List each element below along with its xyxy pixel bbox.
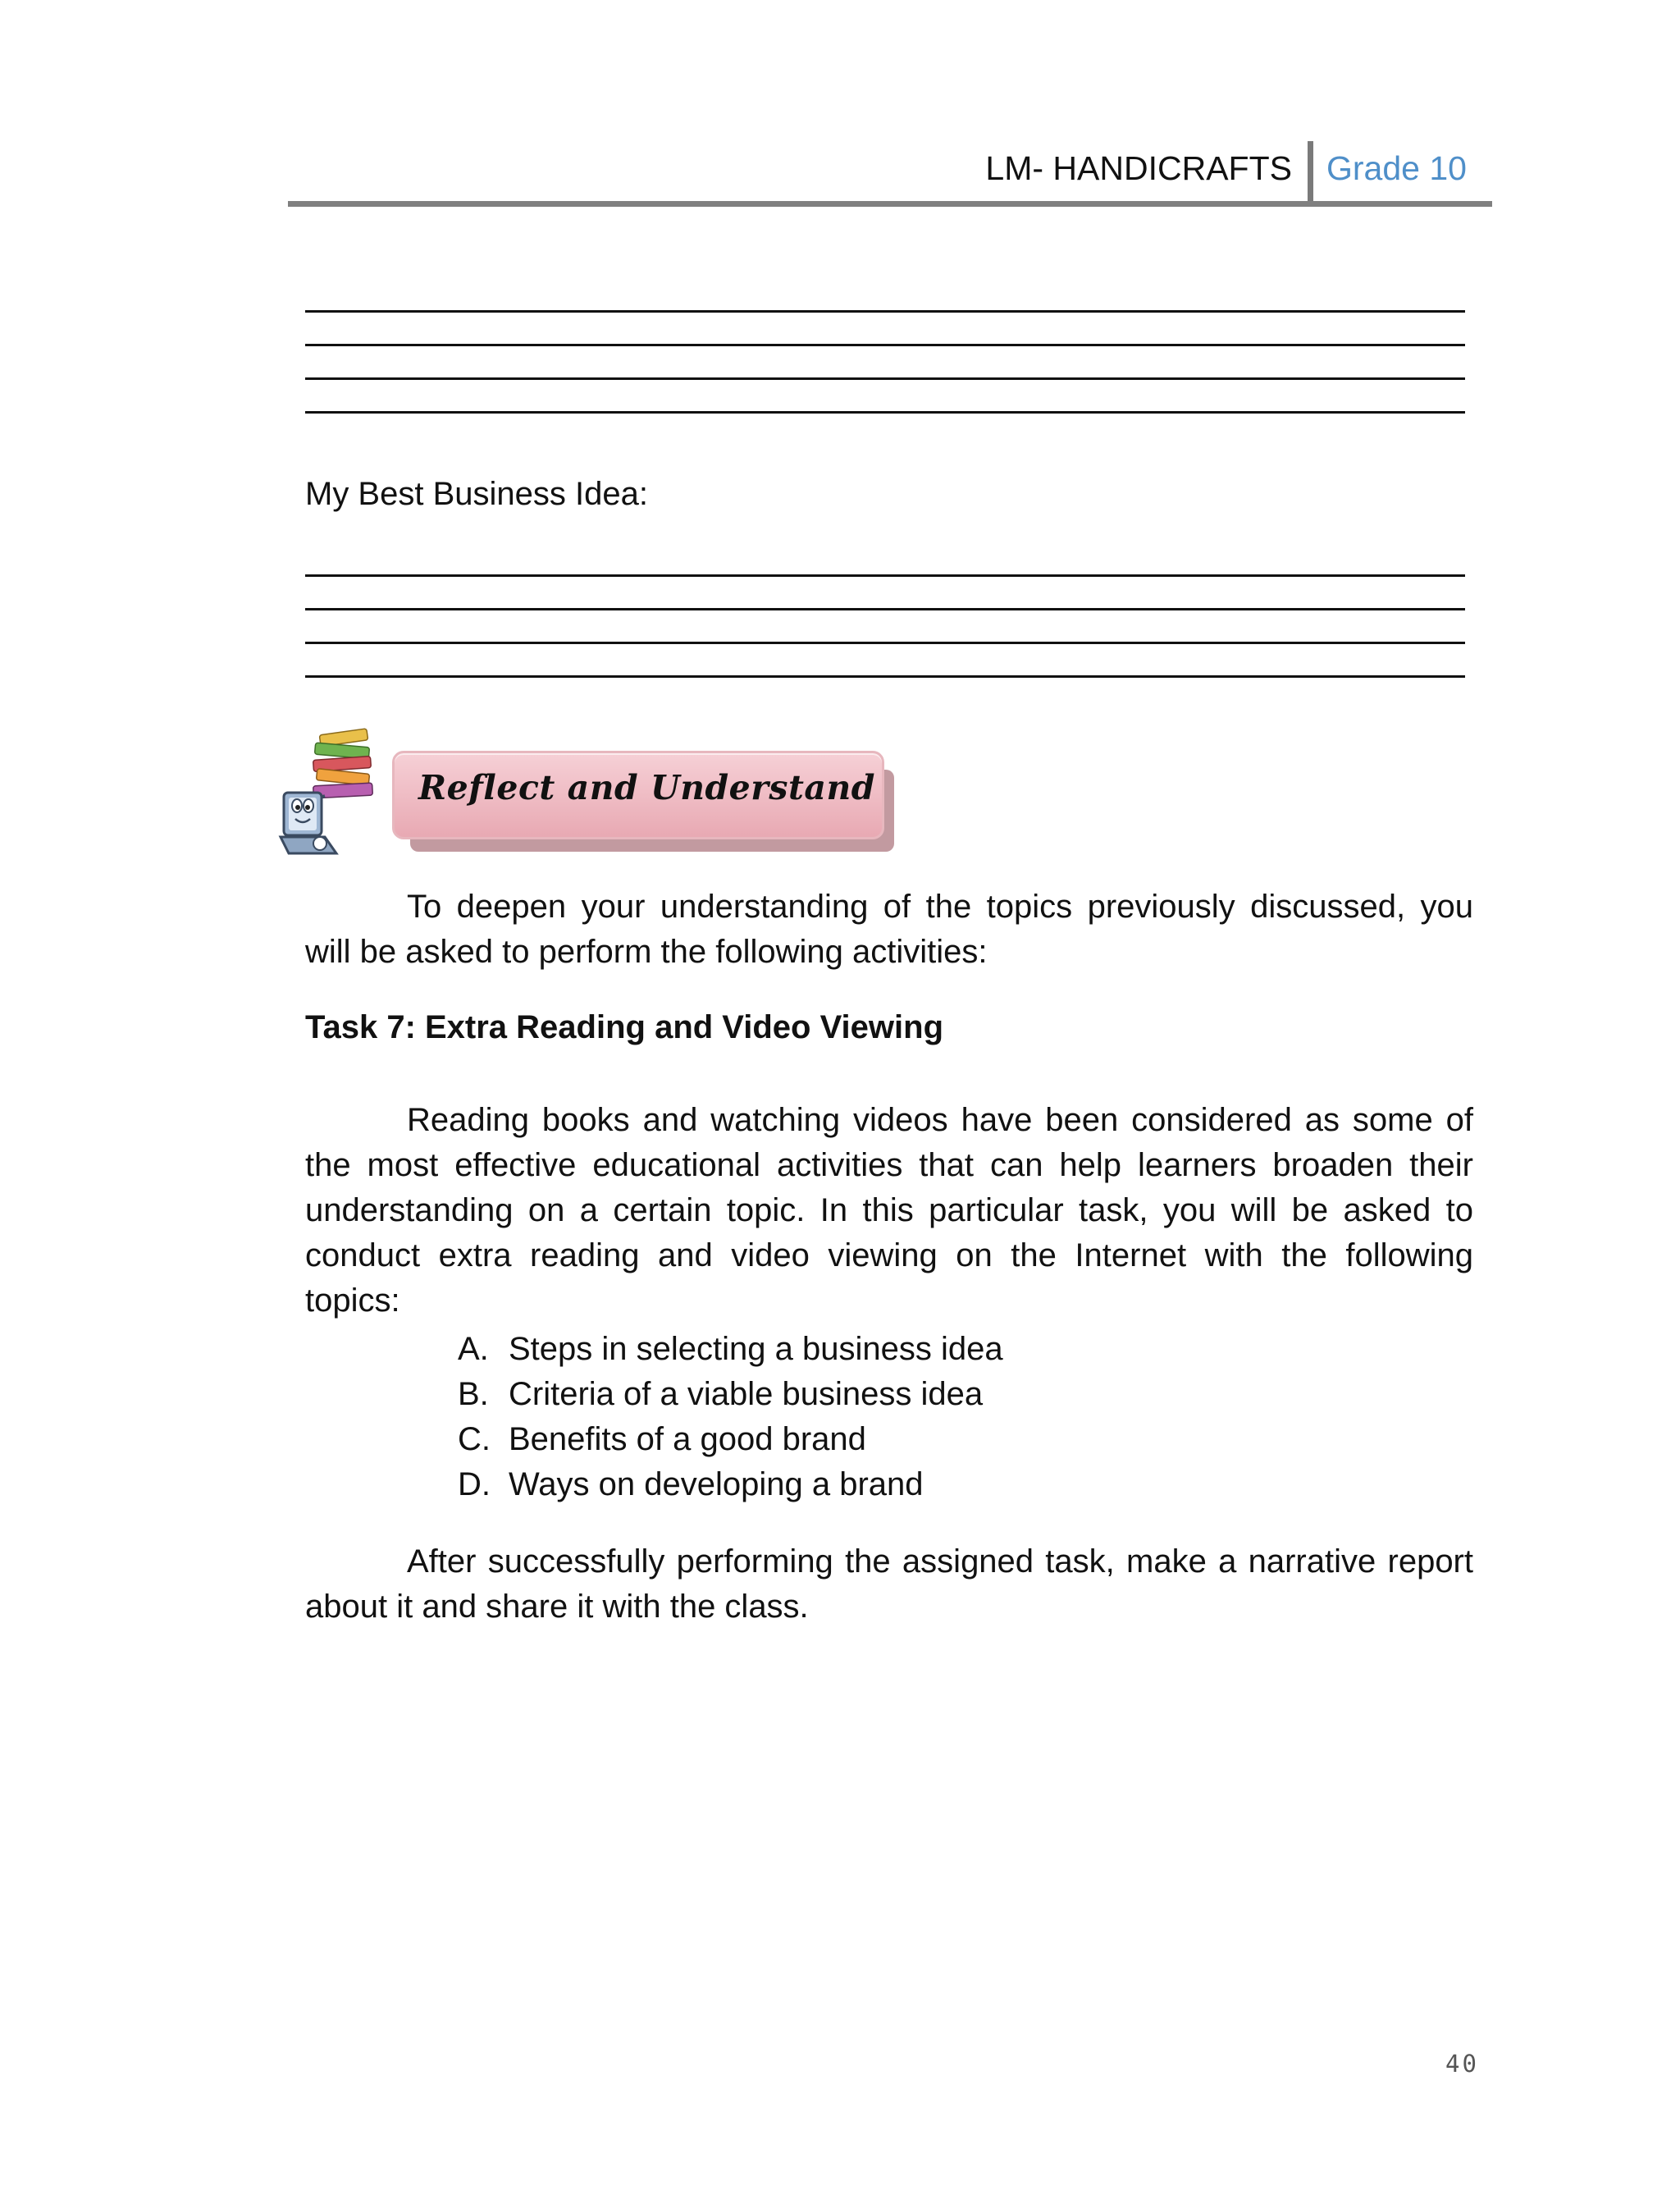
- answer-line: [305, 574, 1465, 577]
- list-marker: B.: [458, 1376, 489, 1412]
- list-marker: A.: [458, 1331, 489, 1367]
- list-item-text: Ways on developing a brand: [509, 1466, 924, 1502]
- list-item: [458, 1462, 1003, 1507]
- list-item-text: Benefits of a good brand: [509, 1421, 866, 1457]
- answer-line: [305, 675, 1465, 678]
- answer-line: [305, 377, 1465, 380]
- answer-line: [305, 310, 1465, 313]
- list-item: [458, 1372, 1003, 1417]
- task-body-paragraph: [305, 1098, 1473, 1324]
- answer-lines-best-idea: [305, 574, 1465, 709]
- task-body-text: Reading books and watching videos have been considered as some of the most effective educational activities that can help learners broaden their understanding on a certain topic. In this particular task, you will be asked to conduct extra reading and video viewing on the Internet with the following topics:: [305, 1102, 1473, 1319]
- list-item: [458, 1417, 1003, 1462]
- answer-line: [305, 642, 1465, 644]
- task-heading: Task 7: Extra Reading and Video Viewing: [305, 1009, 944, 1045]
- list-marker: D.: [458, 1466, 491, 1502]
- intro-text: To deepen your understanding of the topics previously discussed, you will be asked to perform the following activities:: [305, 889, 1473, 970]
- answer-line: [305, 608, 1465, 610]
- list-marker: C.: [458, 1421, 491, 1457]
- laptop-books-mascot-icon: [277, 720, 392, 860]
- best-idea-label: My Best Business Idea:: [305, 476, 648, 512]
- topics-list: [458, 1327, 1003, 1507]
- grade-label: Grade 10: [1326, 149, 1467, 187]
- closing-text: After successfully performing the assigned task, make a narrative report about it and share it with the class.: [305, 1543, 1473, 1625]
- header-rule: [288, 201, 1492, 207]
- answer-lines-previous: [305, 310, 1465, 445]
- list-item-text: Criteria of a viable business idea: [509, 1376, 984, 1412]
- list-item-text: Steps in selecting a business idea: [509, 1331, 1003, 1367]
- header-divider: [1308, 141, 1313, 203]
- page-number: 40: [1445, 2050, 1479, 2078]
- page-header: [288, 138, 1492, 207]
- list-item: [458, 1327, 1003, 1372]
- intro-paragraph: [305, 885, 1473, 975]
- reflect-understand-banner: [277, 720, 901, 860]
- banner-title: Reflect and Understand: [418, 768, 875, 807]
- module-title: LM- HANDICRAFTS: [985, 149, 1292, 187]
- answer-line: [305, 344, 1465, 346]
- answer-line: [305, 411, 1465, 414]
- closing-paragraph: [305, 1539, 1473, 1630]
